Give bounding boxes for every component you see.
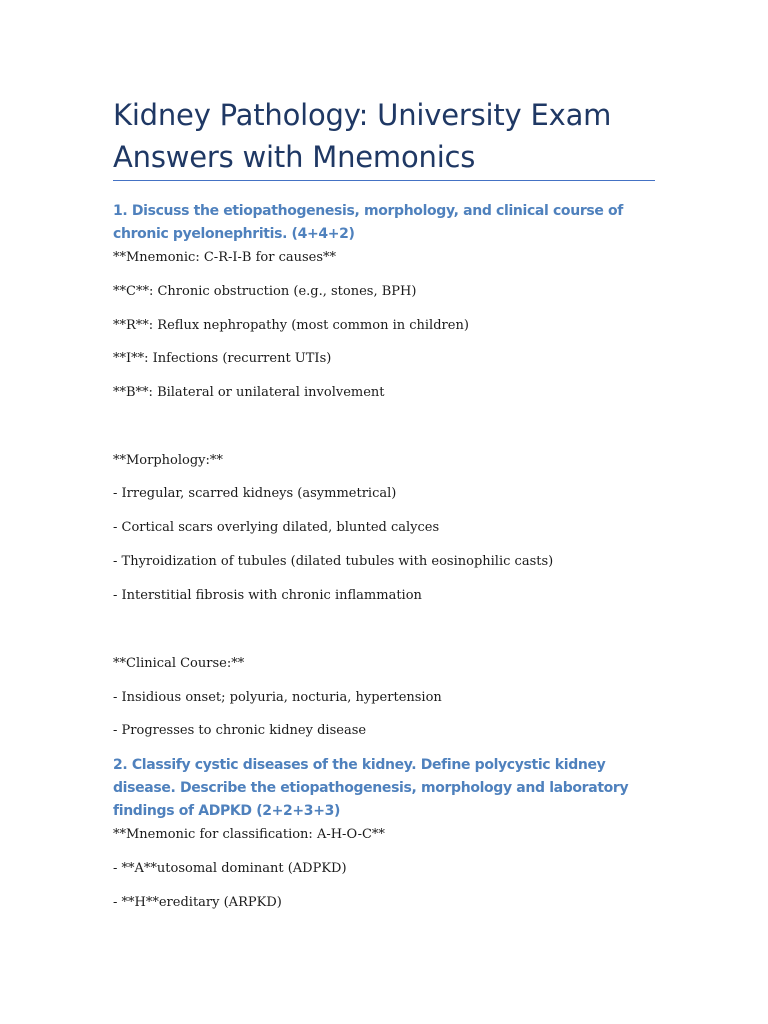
title-divider [113,180,655,181]
q1-morphology-item: - Thyroidization of tubules (dilated tubules with eosinophilic casts) [113,554,554,569]
q1-clinical-course-label: **Clinical Course:** [113,656,245,671]
q1-cause-r: **R**: Reflux nephropathy (most common in children) [113,318,469,333]
q1-clinical-item: - Insidious onset; polyuria, nocturia, hypertension [113,690,442,705]
q2-classification-item: - **A**utosomal dominant (ADPKD) [113,861,347,876]
q1-clinical-item: - Progresses to chronic kidney disease [113,723,367,738]
q1-cause-b: **B**: Bilateral or unilateral involvement [113,385,385,400]
q1-morphology-item: - Irregular, scarred kidneys (asymmetrical) [113,486,397,501]
q1-cause-i: **I**: Infections (recurrent UTIs) [113,351,332,366]
question-2-heading: 2. Classify cystic diseases of the kidney. Define polycystic kidney disease. Describe the etiopathogenesis, morphology and laboratory findings of ADPKD (2+2+3+3) [113,757,629,819]
document-title: Kidney Pathology: University Exam Answers with Mnemonics [113,98,612,174]
question-1-heading: 1. Discuss the etiopathogenesis, morphology, and clinical course of chronic pyelonephritis. (4+4+2) [113,203,624,242]
q1-cause-c: **C**: Chronic obstruction (e.g., stones, BPH) [113,284,417,299]
q1-morphology-item: - Interstitial fibrosis with chronic inflammation [113,588,422,603]
q1-morphology-item: - Cortical scars overlying dilated, blunted calyces [113,520,440,535]
q1-mnemonic-line: **Mnemonic: C-R-I-B for causes** [113,250,337,265]
q2-mnemonic-line: **Mnemonic for classification: A-H-O-C** [113,827,385,842]
q2-classification-item: - **H**ereditary (ARPKD) [113,895,282,910]
q1-morphology-label: **Morphology:** [113,453,223,468]
